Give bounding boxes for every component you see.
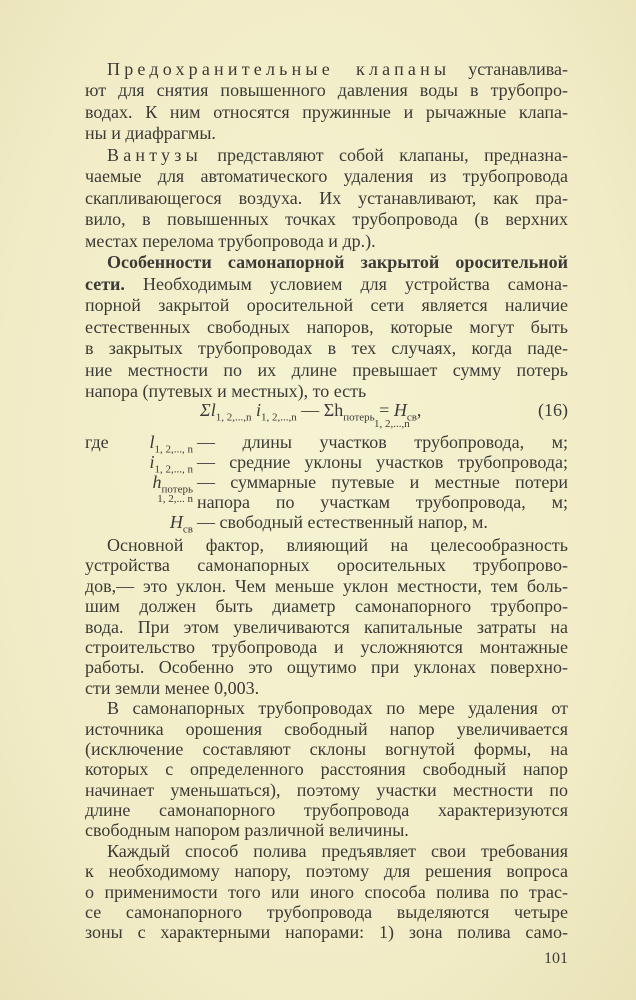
eq-under-sub: 1, 2,...,n xyxy=(374,418,410,430)
eq-sub: 1, 2,...,n xyxy=(215,411,252,424)
paragraph-line: напора (путевых и местных), то есть xyxy=(85,381,367,402)
symbol-letter: H xyxy=(169,512,183,532)
symbol-sub: 1, 2,... n xyxy=(157,493,193,505)
equation-16 xyxy=(85,400,568,430)
definition-text: — свободный естественный напор, м. xyxy=(197,512,488,532)
eq-term: H xyxy=(393,400,407,420)
eq-sub: св xyxy=(406,411,417,424)
text-block-bottom xyxy=(85,535,568,943)
definition-row xyxy=(85,432,568,456)
symbol-letter: i xyxy=(149,452,155,472)
paragraph-line: к необходимому напору, поэтому для решения вопроса xyxy=(85,861,568,882)
eq-sub: 1, 2,...,n xyxy=(260,411,297,424)
definition-row xyxy=(85,512,568,536)
paragraph-line: (исключение составляют склоны вогнутой формы, на xyxy=(85,738,568,759)
paragraph-line: которых с определенного расстояния свободный напор xyxy=(85,759,568,780)
paragraph-line: в закрытых трубопроводах в тех случаях, когда паде- xyxy=(85,338,568,359)
symbol xyxy=(149,432,193,456)
paragraph-line: зоны с характерными напорами: 1) зона полива само- xyxy=(85,922,568,943)
paragraph-line: вило, в повышенных точках трубопровода (в верхних xyxy=(85,209,568,230)
symbol-sub: потерь xyxy=(161,483,193,496)
variable-definitions xyxy=(85,432,568,536)
section-heading-end: сети. xyxy=(85,273,125,294)
eq-comma: , xyxy=(416,400,422,420)
eq-term: i xyxy=(255,400,261,420)
eq-sub: потерь xyxy=(343,411,375,424)
paragraph-line: источника орошения свободный напор увеличивается xyxy=(85,718,568,739)
paragraph-line: чаемые для автоматического удаления из трубопровода xyxy=(85,166,568,187)
paragraph-line: о применимости того или иного способа полива по трас- xyxy=(85,881,568,902)
symbol xyxy=(149,452,193,476)
symbol xyxy=(152,472,193,496)
spaced-term: Вантузы xyxy=(107,144,202,165)
symbol-sub: 1, 2,..., n xyxy=(154,443,193,456)
definition-row xyxy=(85,492,568,512)
paragraph-line: В самонапорных трубопроводах по мере удаления от xyxy=(107,698,568,719)
spaced-term: Предохранительные клапаны xyxy=(107,59,451,79)
definition-row xyxy=(85,472,568,496)
paragraph-line xyxy=(85,274,568,295)
definition-text: напора по участкам трубопровода, м; xyxy=(197,492,568,512)
symbol xyxy=(169,512,193,536)
paragraph-line: вода. При этом увеличиваются капитальные затраты на xyxy=(85,616,568,637)
eq-term: — Σh xyxy=(301,400,344,420)
paragraph-line: устройства самонапорных оросительных трубопрово- xyxy=(85,555,568,576)
section-heading: Особенности самонапорной закрытой оросительной xyxy=(107,252,568,273)
paragraph-line xyxy=(85,59,568,80)
paragraph-line: дов,— это уклон. Чем меньше уклон местности, тем боль- xyxy=(85,575,568,596)
paragraph-line: Каждый способ полива предъявляет свои требования xyxy=(107,840,568,861)
symbol-sub: 1, 2,..., n xyxy=(154,463,193,476)
paragraph-line: длине самонапорного трубопровода характеризуются xyxy=(85,800,568,821)
paragraph-line: се самонапорного трубопровода выделяются четыре xyxy=(85,902,568,923)
eq-term: Σl xyxy=(200,400,216,420)
text: представляют собой клапаны, предназна- xyxy=(201,144,568,165)
paragraph-line: сти земли менее 0,003. xyxy=(85,677,260,698)
paragraph-line: работы. Особенно это ощутимо при уклонах поверхно- xyxy=(85,657,568,678)
symbol-sub: св xyxy=(182,523,193,536)
where-label: где xyxy=(85,432,109,452)
paragraph-line: строительство трубопровода и усложняются монтажные xyxy=(85,636,568,657)
paragraph-line: ют для снятия повышенного давления воды в трубопро- xyxy=(85,80,568,101)
paragraph-line xyxy=(85,145,568,166)
paragraph-line: местах перелома трубопровода и др.). xyxy=(85,230,376,251)
paragraph-line: Основной фактор, влияющий на целесообразность xyxy=(107,535,568,555)
definition-text: — суммарные путевые и местные потери xyxy=(197,472,568,492)
paragraph-line: ны и диафрагмы. xyxy=(85,123,216,144)
paragraph-line: шим должен быть диаметр самонапорного трубопро- xyxy=(85,596,568,617)
definition-text: — средние уклоны участков трубопровода; xyxy=(197,452,568,472)
symbol-letter: h xyxy=(152,472,162,492)
equation-body xyxy=(200,400,422,430)
text: Необходимым условием для устройства самона- xyxy=(124,273,568,294)
page-number: 101 xyxy=(544,950,568,967)
paragraph-line: свободным напором различной величины. xyxy=(85,820,409,841)
definition-row xyxy=(85,452,568,476)
paragraph-line: порной закрытой оросительной сети является наличие xyxy=(85,295,568,316)
definition-text: — длины участков трубопровода, м; xyxy=(197,432,568,452)
eq-equals: = xyxy=(379,400,390,420)
paragraph-line: ние местности по их длине превышает сумму потерь xyxy=(85,359,568,380)
text: устанавлива- xyxy=(450,59,568,79)
paragraph-line: водах. К ним относятся пружинные и рычажные клапа- xyxy=(85,101,568,122)
paragraph-line: естественных свободных напоров, которые могут быть xyxy=(85,316,568,337)
text-block-top xyxy=(85,59,568,403)
symbol-letter: l xyxy=(149,432,155,452)
paragraph-line: начинает уменьшаться), поэтому участки местности по xyxy=(85,779,568,800)
paragraph-line: скапливающегося воздуха. Их устанавливают, как пра- xyxy=(85,187,568,208)
equation-number: (16) xyxy=(538,400,568,420)
